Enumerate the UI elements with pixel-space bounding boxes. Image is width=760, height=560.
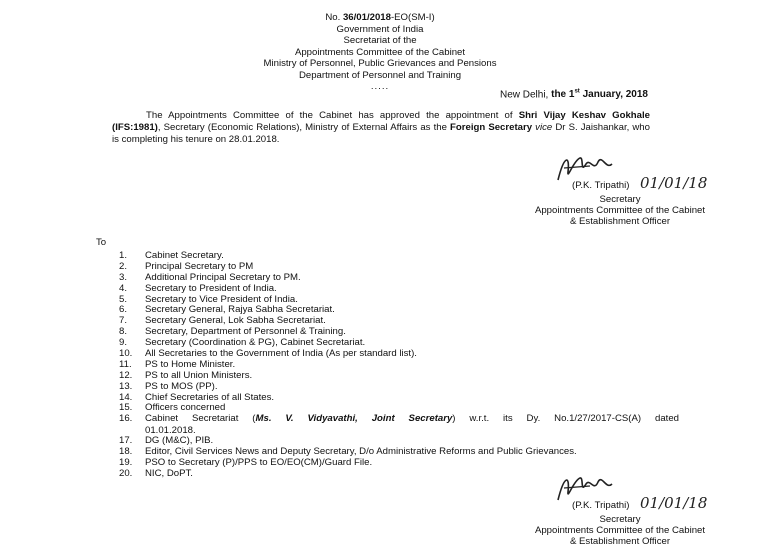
post-name: Foreign Secretary — [450, 122, 533, 133]
list-item: 10. All Secretaries to the Government of India (As per standard list). — [119, 348, 417, 360]
letterhead — [0, 12, 760, 93]
list-item: 8. Secretary, Department of Personnel & Training. — [119, 326, 346, 338]
appointment-paragraph: The Appointments Committee of the Cabinet has approved the appointment of Shri Vijay Keshav Gokhale (IFS:1981), Secretary (Economic Relations), Ministry of External Affairs as the Foreign Secretary vice Dr S. Jaishankar, who is completing his tenure on 28.01.2018. — [112, 110, 650, 145]
designation-line-2: Appointments Committee of the Cabinet — [534, 525, 706, 536]
designation-line-1: Secretary — [599, 194, 641, 205]
signatory-name: (P.K. Tripathi) — [572, 180, 630, 191]
list-item: 20. NIC, DoPT. — [119, 467, 193, 479]
signature-date: 01/01/18 — [640, 174, 708, 192]
signature-date: 01/01/18 — [640, 494, 708, 512]
list-item: 13. PS to MOS (PP). — [119, 380, 218, 392]
recipient-list — [119, 250, 679, 479]
appointee-name: Shri Vijay Keshav Gokhale (IFS:1981) — [112, 110, 650, 133]
designation-line-1: Secretary — [599, 514, 641, 525]
list-item: 15. Officers concerned — [119, 402, 226, 414]
to-label: To — [96, 237, 107, 248]
list-item: 14. Chief Secretaries of all States. — [119, 391, 275, 403]
designation-line-3: & Establishment Officer — [569, 536, 671, 547]
signature-block-top — [520, 150, 720, 227]
signature-mark — [520, 470, 720, 512]
list-item: 17. DG (M&C), PIB. — [119, 435, 214, 447]
letterhead-line-4: Ministry of Personnel, Public Grievances and Pensions — [263, 58, 497, 69]
designation-line-3: & Establishment Officer — [569, 216, 671, 227]
letterhead-line-1: Government of India — [336, 23, 424, 35]
list-item: 6. Secretary General, Rajya Sabha Secretariat. — [119, 304, 335, 316]
list-item: 7. Secretary General, Lok Sabha Secretariat. — [119, 315, 326, 327]
list-item: 5. Secretary to Vice President of India. — [119, 293, 298, 305]
list-item: 3. Additional Principal Secretary to PM. — [119, 271, 301, 283]
signature-block-bottom — [520, 470, 720, 547]
designation-line-2: Appointments Committee of the Cabinet — [534, 205, 706, 216]
signature-designation — [520, 194, 720, 227]
letterhead-line-3: Appointments Committee of the Cabinet — [294, 46, 466, 58]
list-item: 12. PS to all Union Ministers. — [119, 369, 253, 381]
letterhead-line-2: Secretariat of the — [343, 35, 417, 46]
list-item: 19. PSO to Secretary (P)/PPS to EO/EO(CM)/Guard File. — [119, 456, 373, 468]
list-item: 4. Secretary to President of India. — [119, 282, 277, 294]
letterhead-line-5: Department of Personnel and Training — [298, 69, 462, 81]
dateline: New Delhi, the 1st January, 2018 — [499, 89, 648, 101]
order-number: No. 36/01/2018-EO(SM-I) — [325, 12, 435, 23]
signature-designation — [520, 514, 720, 547]
list-item: 16. Cabinet Secretariat (Ms. V. Vidyavathi, Joint Secretary) w.r.t. its Dy. No.1/27/2017-CS(A) dated 01.01.2018. — [119, 413, 680, 436]
list-item: 9. Secretary (Coordination & PG), Cabinet Secretariat. — [119, 337, 366, 349]
list-item: 18. Editor, Civil Services News and Deputy Secretary, D/o Administrative Reforms and Public Grievances. — [119, 446, 577, 458]
list-item: 2. Principal Secretary to PM — [119, 260, 254, 272]
list-item: 1. Cabinet Secretary. — [119, 250, 224, 261]
signatory-name: (P.K. Tripathi) — [572, 500, 630, 511]
list-item: 11. PS to Home Minister. — [119, 358, 236, 370]
separator-dots: ..... — [370, 81, 390, 92]
signature-mark — [520, 150, 720, 192]
